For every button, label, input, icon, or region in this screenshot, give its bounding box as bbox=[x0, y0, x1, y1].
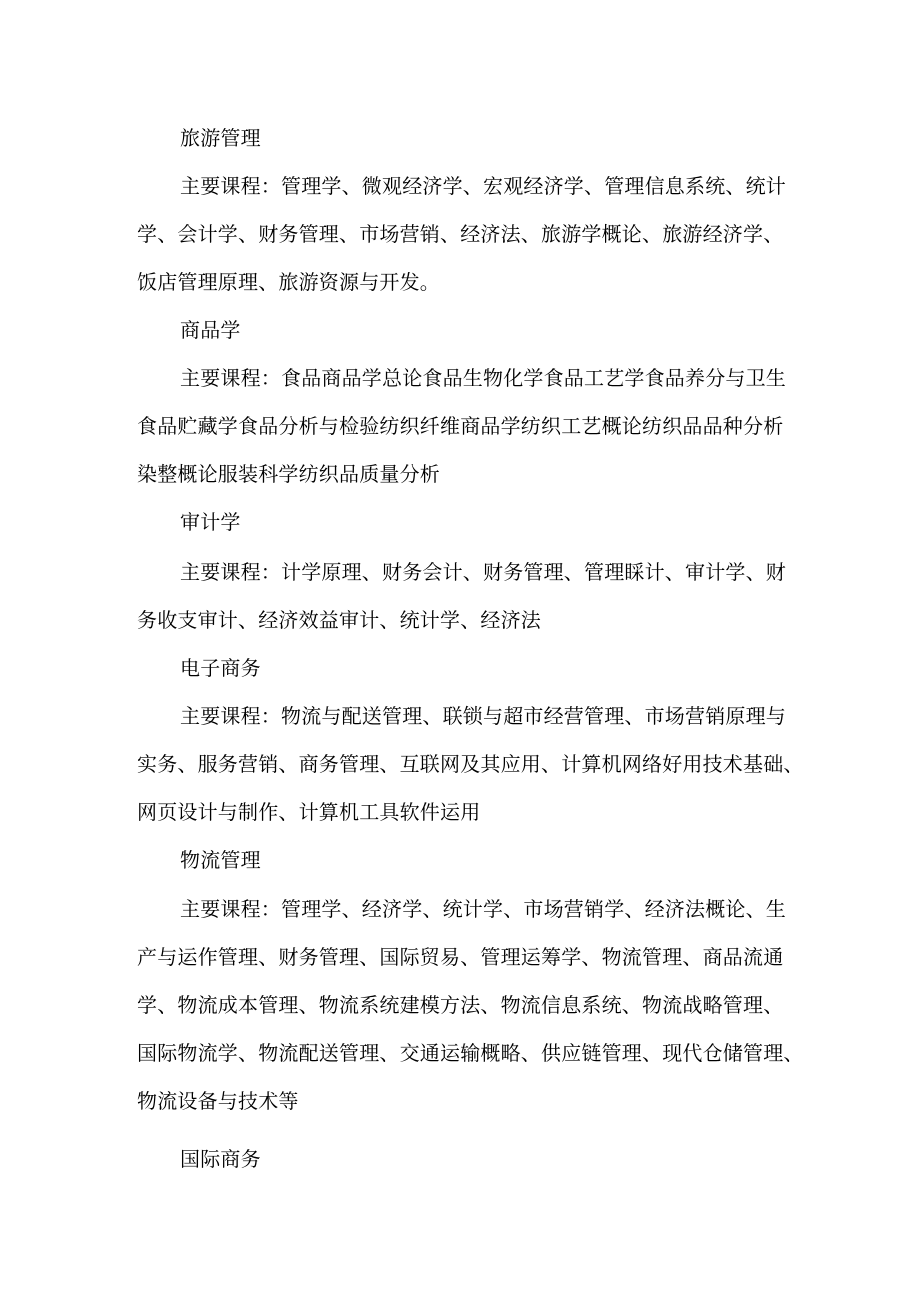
course-line: 物流设备与技术等 bbox=[137, 1089, 299, 1113]
course-line: 学、物流成本管理、物流系统建模方法、物流信息系统、物流战略管理、 bbox=[137, 993, 784, 1017]
course-line: 主要课程：计学原理、财务会计、财务管理、管理睬计、审计学、财 bbox=[180, 560, 786, 584]
course-line: 网页设计与制作、计算机工具软件运用 bbox=[137, 800, 481, 824]
course-line: 主要课程：管理学、经济学、统计学、市场营销学、经济法概论、生 bbox=[180, 897, 786, 921]
section-heading: 国际商务 bbox=[180, 1147, 261, 1171]
section-heading: 商品学 bbox=[180, 318, 241, 342]
course-line: 国际物流学、物流配送管理、交通运输概略、供应链管理、现代仓储管理、 bbox=[137, 1041, 804, 1065]
course-line: 主要课程：管理学、微观经济学、宏观经济学、管理信息系统、统计 bbox=[180, 174, 786, 198]
course-line: 主要课程：物流与配送管理、联锁与超市经营管理、市场营销原理与 bbox=[180, 704, 786, 728]
section-heading: 物流管理 bbox=[180, 848, 261, 872]
course-line: 主要课程：食品商品学总论食品生物化学食品工艺学食品养分与卫生 bbox=[180, 366, 786, 390]
course-line: 务收支审计、经济效益审计、统计学、经济法 bbox=[137, 608, 541, 632]
course-line: 饭店管理原理、旅游资源与开发。 bbox=[137, 270, 440, 294]
section-heading: 旅游管理 bbox=[180, 126, 261, 150]
section-heading: 电子商务 bbox=[180, 656, 261, 680]
course-line: 产与运作管理、财务管理、国际贸易、管理运筹学、物流管理、商品流通 bbox=[137, 945, 784, 969]
course-line: 学、会计学、财务管理、市场营销、经济法、旅游学概论、旅游经济学、 bbox=[137, 222, 784, 246]
section-heading: 审计学 bbox=[180, 510, 241, 534]
course-line: 染整概论服装科学纺织品质量分析 bbox=[137, 462, 440, 486]
course-line: 实务、服务营销、商务管理、互联网及其应用、计算机网络好用技术基础、 bbox=[137, 752, 804, 776]
course-line: 食品贮藏学食品分析与检验纺织纤维商品学纺织工艺概论纺织品品种分析 bbox=[137, 414, 784, 438]
